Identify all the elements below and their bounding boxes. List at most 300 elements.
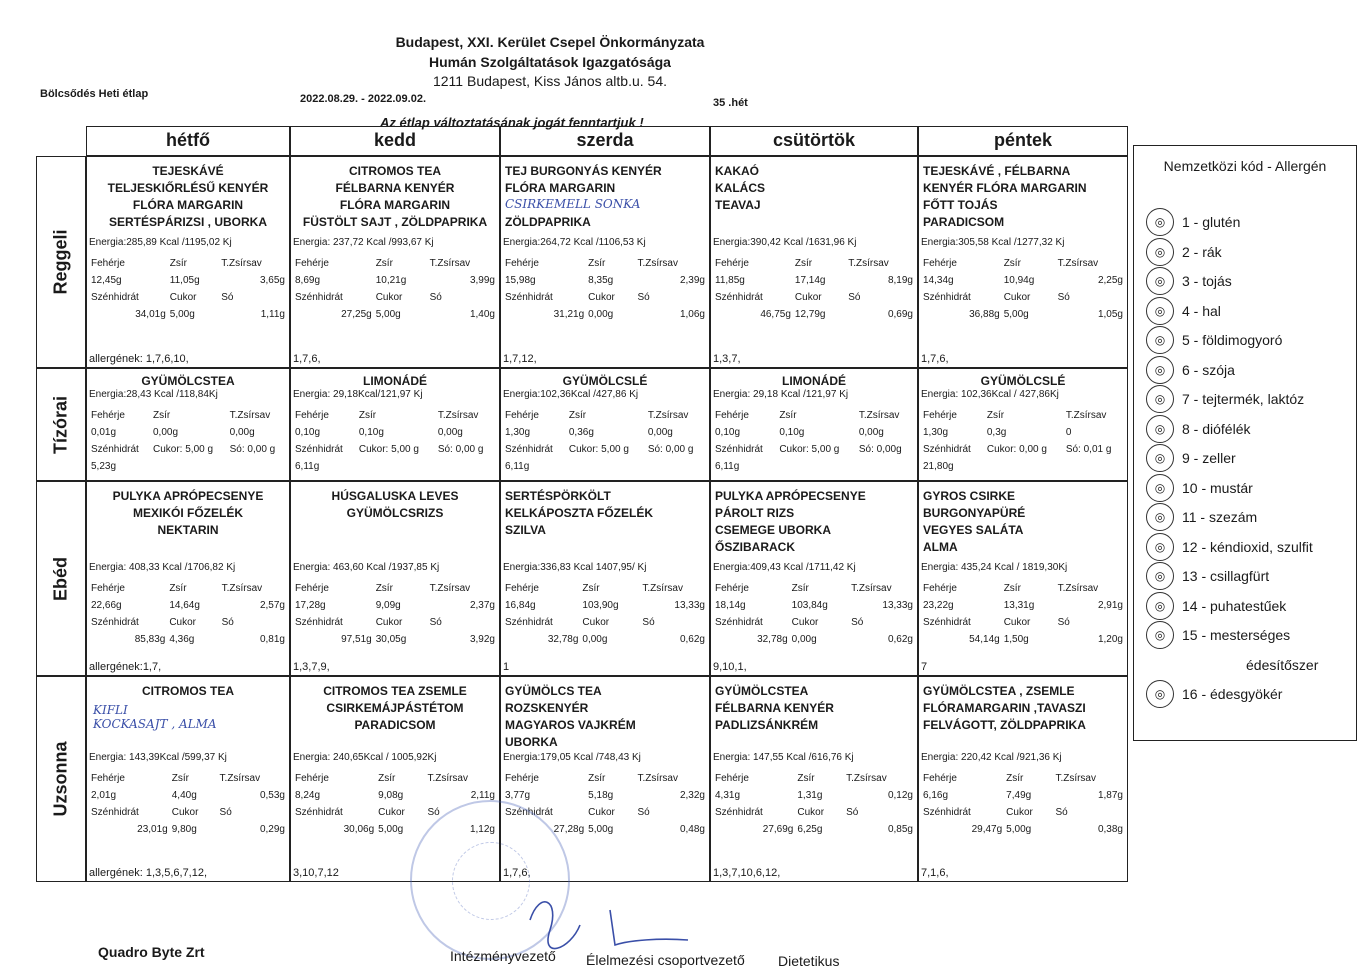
- legend-item-label: 4 - hal: [1182, 302, 1221, 319]
- allergen-codes: allergének: 1,7,6,10,: [89, 353, 189, 365]
- meal-label-cell: [36, 481, 86, 676]
- energy-value: Energia: 408,33 Kcal /1706,82 Kj: [89, 562, 236, 573]
- nutrition-value: T.Zsírsav: [846, 773, 887, 784]
- day-header: kedd: [373, 130, 416, 150]
- nutrition-value: Cukor: 5,00 g: [358, 444, 419, 455]
- nutrition-value: Zsír: [375, 583, 393, 594]
- energy-value: Energia:179,05 Kcal /748,43 Kj: [503, 752, 641, 763]
- nutrition-value: 3,92g: [469, 634, 495, 645]
- legend-item: [1146, 533, 1313, 561]
- menu-cell: [918, 156, 1128, 368]
- nutrition-table: [921, 770, 1125, 838]
- nutrition-value: Cukor: [582, 617, 610, 628]
- nutrition-table: [89, 580, 287, 648]
- nut-icon: ◎: [1146, 415, 1174, 443]
- nutrition-value: [777, 458, 857, 475]
- nutrition-value: Cukor: 5,00 g: [568, 444, 629, 455]
- nutrition-value: T.Zsírsav: [848, 258, 889, 269]
- nutrition-value: Fehérje: [91, 258, 125, 269]
- nutrition-value: Szénhidrát: [715, 292, 763, 303]
- meal-label: Reggeli: [50, 229, 71, 295]
- menu-cell: [500, 368, 710, 481]
- legend-item: [1146, 621, 1290, 649]
- celery-icon: ◎: [1146, 444, 1174, 472]
- meal-label-cell: [36, 676, 86, 882]
- legend-item-label: 16 - édesgyökér: [1182, 686, 1283, 702]
- nutrition-value: Só: 0,01 g: [1065, 444, 1112, 455]
- nutrition-value: 13,33g: [674, 600, 705, 611]
- legend-item-label: 14 - puhatestűek: [1182, 597, 1287, 614]
- nutrition-value: Zsír: [582, 583, 600, 594]
- menu-table: [36, 126, 1128, 882]
- nutrition-value: 0,10g: [295, 427, 321, 438]
- nutrition-value: Cukor: [375, 292, 403, 303]
- nutrition-table: [713, 255, 915, 323]
- nutrition-value: T.Zsírsav: [219, 773, 261, 784]
- meal-label: Tízórai: [50, 395, 71, 454]
- nutrition-value: Szénhidrát: [923, 807, 971, 818]
- milk-icon: ◎: [1146, 385, 1174, 413]
- nutrition-value: Cukor: 5,00 g: [153, 444, 214, 455]
- nutrition-value: Szénhidrát: [295, 617, 343, 628]
- nutrition-value: 0,00g: [791, 634, 817, 645]
- nutrition-value: Cukor: [375, 617, 403, 628]
- nutrition-value: 22,66g: [91, 600, 122, 611]
- menu-cell: [290, 481, 500, 676]
- nutrition-value: T.Zsírsav: [221, 258, 262, 269]
- nutrition-value: T.Zsírsav: [229, 410, 271, 421]
- legend-item: [1146, 474, 1253, 502]
- nutrition-value: 0,29g: [259, 824, 285, 835]
- nutrition-value: Fehérje: [923, 410, 957, 421]
- nutrition-value: 2,91g: [1097, 600, 1123, 611]
- soy-icon: ◎: [1146, 356, 1174, 384]
- nutrition-value: Zsír: [1003, 258, 1021, 269]
- handwritten-signatures: [510, 880, 700, 960]
- signature-catering: Élelmezési csoportvezető: [586, 952, 745, 968]
- nutrition-table: [293, 407, 497, 475]
- legend-item: [1146, 444, 1236, 472]
- nutrition-value: T.Zsírsav: [1055, 773, 1096, 784]
- nutrition-value: Só: 0,00 g: [647, 444, 694, 455]
- legend-item: [1146, 238, 1222, 266]
- nutrition-value: Só: [429, 292, 442, 303]
- dish-name: TEJESKÁVÉ , FÉLBARNA KENYÉR FLÓRA MARGARIN FŐTT TOJÁS PARADICSOM: [923, 164, 1087, 229]
- nutrition-value: [857, 458, 915, 475]
- nutrition-value: 36,88g: [969, 309, 1000, 320]
- nutrition-value: [985, 458, 1064, 475]
- nutrition-value: 7,49g: [1006, 790, 1032, 801]
- meal-label: Uzsonna: [50, 741, 71, 817]
- legend-item-label: 8 - diófélék: [1182, 420, 1251, 437]
- nutrition-value: [567, 458, 646, 475]
- nutrition-value: 46,75g: [760, 309, 791, 320]
- allergen-codes: 1,7,6,: [921, 353, 949, 365]
- nutrition-value: Só: [1055, 807, 1068, 818]
- nutrition-value: 0,62g: [679, 634, 705, 645]
- nutrition-value: T.Zsírsav: [221, 583, 263, 594]
- nutrition-value: T.Zsírsav: [1065, 410, 1107, 421]
- allergen-codes: allergének: 1,3,5,6,7,12,: [89, 867, 208, 879]
- nutrition-value: Zsír: [171, 773, 189, 784]
- legend-item: [1146, 326, 1282, 354]
- allergen-codes: 1,3,7,10,6,12,: [713, 867, 781, 879]
- fish-icon: ◎: [1146, 297, 1174, 325]
- energy-value: Energia:28,43 Kcal /118,84Kj: [89, 389, 218, 400]
- nutrition-value: Zsír: [588, 773, 606, 784]
- nutrition-value: [151, 458, 228, 475]
- nutrition-value: 6,11g: [295, 461, 320, 472]
- nutrition-value: 34,01g: [135, 309, 166, 320]
- nutrition-value: T.Zsírsav: [637, 773, 678, 784]
- nutrition-value: Só: [846, 807, 859, 818]
- nutrition-value: T.Zsírsav: [851, 583, 892, 594]
- nutrition-value: Szénhidrát: [91, 292, 139, 303]
- nutrition-value: T.Zsírsav: [429, 258, 471, 269]
- nutrition-value: Szénhidrát: [715, 617, 763, 628]
- meal-label: Ebéd: [50, 556, 71, 601]
- legend-item: [1146, 356, 1235, 384]
- nutrition-value: 5,00g: [169, 309, 195, 320]
- nutrition-value: 0,81g: [259, 634, 285, 645]
- menu-cell: [500, 156, 710, 368]
- nutrition-value: 2,32g: [679, 790, 705, 801]
- allergen-legend: [1133, 145, 1357, 741]
- nutrition-value: T.Zsírsav: [429, 583, 471, 594]
- nutrition-value: 54,14g: [969, 634, 1000, 645]
- handwritten-note: KIFLI KOCKASAJT , ALMA: [93, 703, 217, 731]
- energy-value: Energia: 29,18Kcal/121,97 Kj: [293, 389, 423, 400]
- nutrition-value: T.Zsírsav: [1057, 583, 1099, 594]
- nutrition-value: Zsír: [794, 258, 813, 269]
- nutrition-value: Zsír: [568, 410, 587, 421]
- nutrition-value: 9,08g: [378, 790, 404, 801]
- nutrition-value: [646, 458, 707, 475]
- nutrition-value: 3,99g: [469, 275, 495, 286]
- legend-title: Nemzetközi kód - Allergén: [1163, 158, 1327, 174]
- nutrition-value: [228, 458, 287, 475]
- dish-name: LIMONÁDÉ: [782, 374, 846, 388]
- dish-name: TEJ BURGONYÁS KENYÉR FLÓRA MARGARIN ZÖLDPAPRIKA: [505, 164, 662, 229]
- menu-label: Bölcsődés Heti étlap: [40, 88, 149, 100]
- nutrition-value: Fehérje: [923, 583, 957, 594]
- nutrition-value: 8,69g: [295, 275, 321, 286]
- nutrition-value: 3,65g: [259, 275, 285, 286]
- nutrition-value: Fehérje: [715, 258, 749, 269]
- nutrition-value: 31,21g: [553, 309, 585, 320]
- nutrition-value: 1,30g: [923, 427, 949, 438]
- nutrition-value: Cukor: [588, 292, 615, 303]
- nutrition-value: 0,3g: [986, 427, 1007, 438]
- nutrition-value: Zsír: [791, 583, 809, 594]
- sesame-icon: ◎: [1146, 503, 1174, 531]
- nutrition-value: Só: [1057, 292, 1070, 303]
- allergen-codes: 1: [503, 661, 510, 673]
- nutrition-value: 0,00g: [153, 427, 179, 438]
- nutrition-value: Zsír: [779, 410, 797, 421]
- nutrition-value: T.Zsírsav: [858, 410, 900, 421]
- nutrition-value: Só: 0,00g: [858, 444, 902, 455]
- nutrition-value: 1,20g: [1097, 634, 1123, 645]
- week-number: 35 .hét: [713, 97, 748, 109]
- nutrition-value: 0,36g: [568, 427, 594, 438]
- nutrition-value: Fehérje: [715, 773, 749, 784]
- nutrition-value: 2,01g: [91, 790, 117, 801]
- nutrition-value: Cukor: [169, 292, 197, 303]
- nutrition-value: 27,28g: [553, 824, 585, 835]
- nutrition-value: 1,30g: [505, 427, 531, 438]
- nutrition-value: 1,87g: [1097, 790, 1123, 801]
- energy-value: Energia:409,43 Kcal /1711,42 Kj: [713, 562, 856, 573]
- nutrition-value: 18,14g: [715, 600, 746, 611]
- liquorice-icon: ◎: [1146, 680, 1174, 708]
- nutrition-value: Szénhidrát: [505, 292, 553, 303]
- menu-cell: [710, 156, 918, 368]
- day-header-cell: [918, 126, 1128, 156]
- nutrition-value: 12,45g: [91, 275, 122, 286]
- nutrition-value: 27,69g: [762, 824, 794, 835]
- nutrition-value: Szénhidrát: [91, 807, 139, 818]
- nutrition-value: [357, 458, 436, 475]
- nutrition-value: 30,05g: [375, 634, 407, 645]
- nutrition-value: 9,09g: [375, 600, 401, 611]
- nutrition-value: 0,10g: [715, 427, 741, 438]
- legend-item-label: 3 - tojás: [1182, 273, 1232, 289]
- menu-cell: [710, 676, 918, 882]
- dish-name: SERTÉSPÖRKÖLT KELKÁPOSZTA FŐZELÉK SZILVA: [505, 489, 653, 537]
- nutrition-value: 5,00g: [588, 824, 614, 835]
- nutrition-value: Fehérje: [295, 773, 329, 784]
- menu-cell: [290, 368, 500, 481]
- dish-name: GYÜMÖLCSLÉ: [980, 374, 1066, 388]
- nutrition-value: 0,01g: [91, 427, 117, 438]
- nutrition-value: 29,47g: [971, 824, 1003, 835]
- nutrition-table: [89, 407, 287, 475]
- mustard-icon: ◎: [1146, 474, 1174, 502]
- header-address: 1211 Budapest, Kiss János altb.u. 54.: [432, 73, 667, 89]
- menu-cell: [918, 481, 1128, 676]
- nutrition-value: 1,31g: [797, 790, 823, 801]
- nutrition-value: 1,05g: [1097, 309, 1123, 320]
- nutrition-value: Fehérje: [295, 258, 329, 269]
- allergen-codes: allergének:1,7,: [89, 661, 162, 673]
- nutrition-value: 1,06g: [679, 309, 705, 320]
- nutrition-value: Zsír: [797, 773, 815, 784]
- dish-name: CITROMOS TEA FÉLBARNA KENYÉR FLÓRA MARGARIN FÜSTÖLT SAJT , ZÖLDPAPRIKA: [302, 164, 488, 229]
- legend-item: [1146, 267, 1232, 295]
- nutrition-value: Cukor: [794, 292, 822, 303]
- energy-value: Energia:305,58 Kcal /1277,32 Kj: [921, 237, 1065, 248]
- menu-cell: [86, 481, 290, 676]
- dish-name: GYÜMÖLCSLÉ: [562, 374, 648, 388]
- nutrition-value: Cukor: [588, 807, 615, 818]
- legend-item: [1210, 651, 1318, 679]
- energy-value: Energia: 220,42 Kcal /921,36 Kj: [921, 752, 1062, 763]
- nutrition-value: 6,16g: [923, 790, 949, 801]
- legend-item-label: 11 - szezám: [1182, 509, 1258, 525]
- nutrition-table: [503, 407, 707, 475]
- header-line-1: Budapest, XXI. Kerület Csepel Önkormányzata: [395, 34, 705, 50]
- nutrition-value: Zsír: [588, 258, 606, 269]
- nutrition-value: Cukor: [171, 807, 199, 818]
- dish-name: TEJESKÁVÉ TELJESKIŐRLÉSŰ KENYÉR FLÓRA MARGARIN SERTÉSPÁRIZSI , UBORKA: [107, 164, 269, 229]
- energy-value: Energia: 29,18 Kcal /121,97 Kj: [713, 389, 849, 400]
- day-header: szerda: [576, 130, 634, 150]
- nutrition-value: Szénhidrát: [923, 444, 971, 455]
- nutrition-value: 4,31g: [715, 790, 741, 801]
- nutrition-value: Só: [429, 617, 442, 628]
- energy-value: Energia:102,36Kcal /427,86 Kj: [503, 389, 639, 400]
- day-header-cell: [710, 126, 918, 156]
- allergen-codes: 7: [921, 661, 928, 673]
- nutrition-value: Zsír: [169, 258, 187, 269]
- legend-item: [1146, 592, 1286, 620]
- nutrition-value: T.Zsírsav: [642, 583, 683, 594]
- nutrition-value: 6,11g: [505, 461, 530, 472]
- nutrition-value: [1064, 458, 1125, 475]
- nutrition-value: 2,57g: [259, 600, 285, 611]
- legend-item-label: 9 - zeller: [1182, 450, 1236, 466]
- legend-item: [1146, 297, 1221, 325]
- dish-name: CITROMOS TEA: [142, 684, 234, 698]
- nutrition-value: 0,00g: [437, 427, 463, 438]
- menu-cell: [290, 156, 500, 368]
- dish-name: GYÜMÖLCSTEA FÉLBARNA KENYÉR PADLIZSÁNKRÉM: [715, 684, 834, 732]
- dish-name: GYÜMÖLCSTEA: [141, 374, 235, 388]
- nutrition-value: Szénhidrát: [91, 444, 139, 455]
- menu-cell: [86, 368, 290, 481]
- menu-cell: [918, 676, 1128, 882]
- nutrition-table: [713, 580, 915, 648]
- nutrition-value: 8,19g: [887, 275, 913, 286]
- nutrition-value: 21,80g: [923, 461, 954, 472]
- nutrition-table: [503, 255, 707, 323]
- menu-cell: [86, 156, 290, 368]
- nutrition-value: 6,25g: [797, 824, 823, 835]
- nutrition-value: 0,12g: [887, 790, 913, 801]
- nutrition-value: Zsír: [358, 410, 377, 421]
- nutrition-value: Fehérje: [91, 410, 125, 421]
- nutrition-table: [89, 255, 287, 323]
- nutrition-value: Fehérje: [505, 773, 539, 784]
- nutrition-value: 0,10g: [779, 427, 805, 438]
- nutrition-value: Só: [848, 292, 861, 303]
- nutrition-value: 10,94g: [1003, 275, 1035, 286]
- crab-icon: ◎: [1146, 238, 1174, 266]
- nutrition-value: Cukor: 5,00 g: [779, 444, 840, 455]
- nutrition-value: Só: [427, 807, 440, 818]
- nutrition-value: 5,23g: [91, 461, 117, 472]
- nutrition-value: 2,39g: [679, 275, 705, 286]
- allergen-codes: 1,7,6,: [503, 867, 531, 879]
- nutrition-value: 32,78g: [757, 634, 788, 645]
- legend-item-label: 10 - mustár: [1182, 479, 1253, 496]
- lupin-icon: ◎: [1146, 562, 1174, 590]
- nutrition-value: Só: [221, 617, 234, 628]
- day-header-cell: [500, 126, 710, 156]
- nutrition-table: [89, 770, 287, 838]
- nutrition-value: Só: [851, 617, 864, 628]
- nutrition-value: Szénhidrát: [295, 444, 343, 455]
- nutrition-value: Cukor: [791, 617, 819, 628]
- dish-name: PULYKA APRÓPECSENYE PÁROLT RIZS CSEMEGE UBORKA ŐSZIBARACK: [715, 489, 866, 554]
- sweetener-icon: ◎: [1146, 621, 1174, 649]
- dish-name: GYÜMÖLCSTEA , ZSEMLE FLÓRAMARGARIN ,TAVASZI FELVÁGOTT, ZÖLDPAPRIKA: [923, 684, 1086, 732]
- legend-item-label: 1 - glutén: [1182, 214, 1241, 230]
- nutrition-value: 2,25g: [1097, 275, 1123, 286]
- nutrition-value: Fehérje: [295, 583, 329, 594]
- legend-item: [1146, 385, 1304, 413]
- nutrition-value: Só: [219, 807, 232, 818]
- nutrition-table: [293, 580, 497, 648]
- energy-value: Energia: 147,55 Kcal /616,76 Kj: [713, 752, 854, 763]
- nutrition-table: [921, 255, 1125, 323]
- allergen-codes: 7,1,6,: [921, 867, 949, 879]
- nutrition-value: 17,14g: [794, 275, 826, 286]
- energy-value: Energia: 435,24 Kcal / 1819,30Kj: [921, 562, 1068, 573]
- nutrition-value: 5,00g: [378, 824, 404, 835]
- nutrition-value: Szénhidrát: [505, 807, 553, 818]
- signature-director: Intézményvezető: [450, 948, 556, 964]
- nutrition-value: 32,78g: [547, 634, 579, 645]
- nutrition-value: 11,05g: [169, 275, 200, 286]
- nutrition-value: 0: [1065, 427, 1072, 438]
- nutrition-value: 9,80g: [171, 824, 197, 835]
- legend-item: [1146, 562, 1269, 590]
- nutrition-value: Fehérje: [923, 773, 957, 784]
- nutrition-table: [921, 407, 1125, 475]
- day-header-cell: [86, 126, 290, 156]
- dish-name: GYROS CSIRKE BURGONYAPÜRÉ VEGYES SALÁTA ALMA: [923, 489, 1026, 554]
- nutrition-value: 0,00g: [588, 309, 614, 320]
- nutrition-value: 0,00g: [858, 427, 884, 438]
- nutrition-value: 13,31g: [1003, 600, 1035, 611]
- nutrition-value: Zsír: [1003, 583, 1021, 594]
- nutrition-value: Szénhidrát: [295, 292, 343, 303]
- nutrition-value: Fehérje: [295, 410, 329, 421]
- nutrition-value: 23,22g: [923, 600, 954, 611]
- nutrition-value: 4,36g: [169, 634, 195, 645]
- nutrition-value: Cukor: [797, 807, 825, 818]
- nutrition-value: 10,21g: [375, 275, 407, 286]
- nutrition-value: 0,38g: [1097, 824, 1123, 835]
- nutrition-value: Só: [1057, 617, 1070, 628]
- nutrition-value: 8,35g: [588, 275, 614, 286]
- nutrition-value: Fehérje: [715, 410, 749, 421]
- menu-cell: [918, 368, 1128, 481]
- meal-label-cell: [36, 368, 86, 481]
- nutrition-value: T.Zsírsav: [637, 258, 678, 269]
- nutrition-value: Szénhidrát: [295, 807, 343, 818]
- nutrition-value: Szénhidrát: [715, 807, 763, 818]
- menu-cell: [86, 676, 290, 882]
- nutrition-value: 11,85g: [715, 275, 745, 286]
- dish-name: KAKAÓ KALÁCS TEAVAJ: [715, 164, 765, 212]
- energy-value: Energia:264,72 Kcal /1106,53 Kj: [503, 237, 646, 248]
- allergen-codes: 1,7,12,: [503, 353, 537, 365]
- nutrition-value: 30,06g: [343, 824, 375, 835]
- nutrition-value: 16,84g: [505, 600, 536, 611]
- nutrition-value: Cukor: [378, 807, 405, 818]
- nutrition-value: Só: [637, 807, 650, 818]
- legend-item: [1146, 415, 1250, 443]
- legend-item-label: 2 - rák: [1182, 243, 1222, 260]
- energy-value: Energia: 237,72 Kcal /993,67 Kj: [293, 237, 434, 248]
- nutrition-value: Fehérje: [505, 258, 539, 269]
- legend-item: [1146, 208, 1240, 236]
- legend-item-label: édesítőszer: [1246, 656, 1319, 673]
- nutrition-value: 2,37g: [469, 600, 495, 611]
